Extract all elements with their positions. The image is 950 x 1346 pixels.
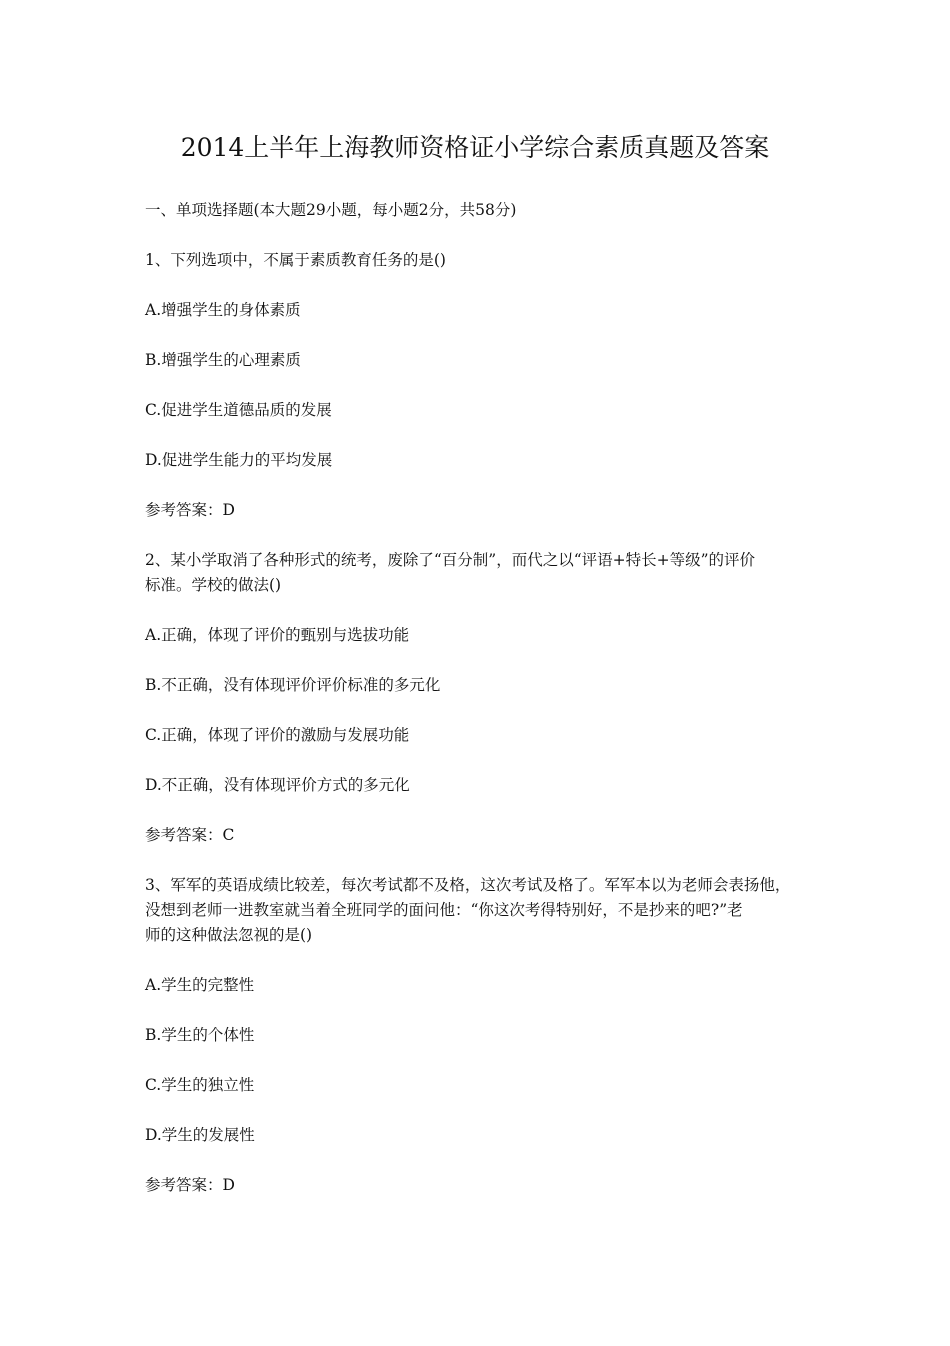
question-1-option-a: A.增强学生的身体素质 — [145, 301, 301, 319]
question-2-option-d: D.不正确，没有体现评价方式的多元化 — [145, 776, 410, 794]
question-2-stem-line-2: 标准。学校的做法() — [145, 576, 282, 594]
question-3-option-c: C.学生的独立性 — [145, 1076, 255, 1094]
question-3-answer: 参考答案：D — [145, 1176, 235, 1194]
question-3-stem-line-2: 没想到老师一进教室就当着全班同学的面问他：“你这次考得特别好，不是抄来的吧?”老 — [145, 901, 743, 919]
document-title: 2014上半年上海教师资格证小学综合素质真题及答案 — [180, 133, 770, 162]
question-2-option-c: C.正确，体现了评价的激励与发展功能 — [145, 726, 410, 744]
section-heading: 一、单项选择题(本大题29小题，每小题2分，共58分) — [145, 201, 517, 219]
question-3-option-a: A.学生的完整性 — [145, 976, 255, 994]
question-2-stem-line-1: 2、某小学取消了各种形式的统考，废除了“百分制”，而代之以“评语+特长+等级”的评价 — [145, 551, 756, 569]
question-1-option-d: D.促进学生能力的平均发展 — [145, 451, 333, 469]
question-3-option-b: B.学生的个体性 — [145, 1026, 255, 1044]
question-2-answer: 参考答案：C — [145, 826, 235, 844]
question-1-option-b: B.增强学生的心理素质 — [145, 351, 301, 369]
question-1-answer: 参考答案：D — [145, 501, 235, 519]
question-3-stem-line-3: 师的这种做法忽视的是() — [145, 926, 313, 944]
question-3-option-d: D.学生的发展性 — [145, 1126, 255, 1144]
question-3-stem-line-1: 3、军军的英语成绩比较差，每次考试都不及格，这次考试及格了。军军本以为老师会表扬他， — [145, 876, 791, 894]
question-2-option-b: B.不正确，没有体现评价评价标准的多元化 — [145, 676, 441, 694]
question-2-option-a: A.正确，体现了评价的甄别与选拔功能 — [145, 626, 410, 644]
question-1-stem: 1、下列选项中，不属于素质教育任务的是() — [145, 251, 446, 269]
question-1-option-c: C.促进学生道德品质的发展 — [145, 401, 332, 419]
